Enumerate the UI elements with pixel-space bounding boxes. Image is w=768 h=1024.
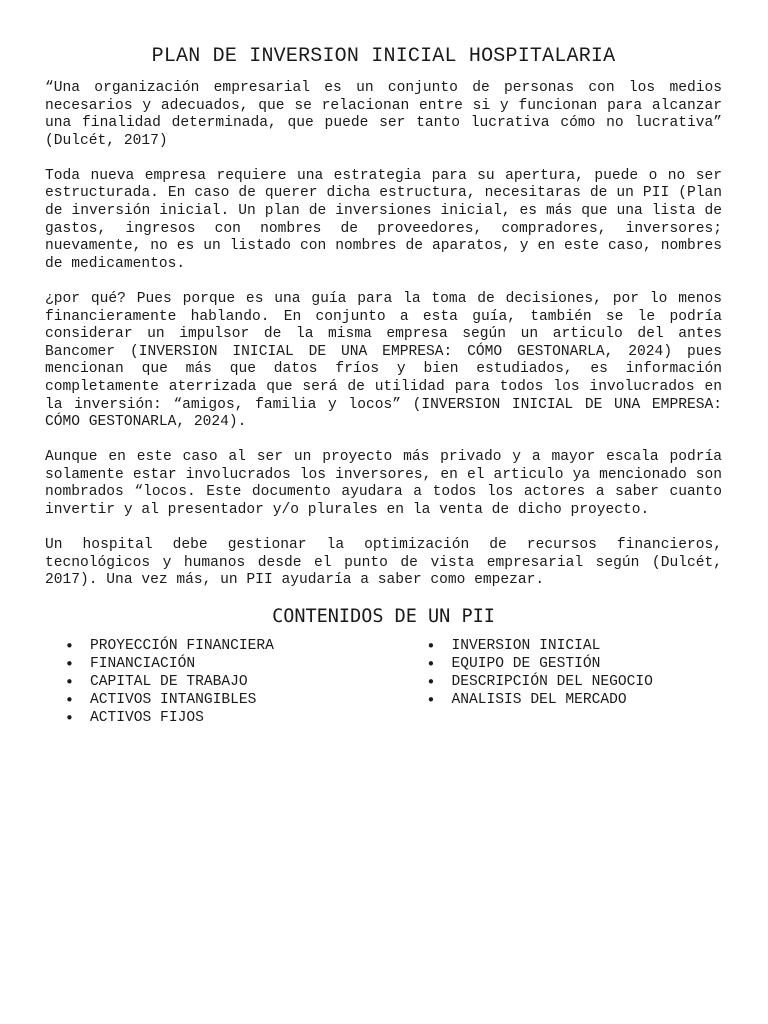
paragraph-strategy: Toda nueva empresa requiere una estrategia para su apertura, puede o no ser estructurada. En caso de querer dicha estructura, necesitaras de un PII (Plan de inversión inicial. Un plan de inversiones inicial, es más que una lista de gastos, ingresos con nombres de proveedores, compradores, inversores; nuevamente, no es un listado con nombres de aparatos, y en este caso, nombres de medicamentos. [45, 167, 722, 272]
list-item-label: EQUIPO DE GESTIÓN [451, 656, 601, 673]
list-item-label: ANALISIS DEL MERCADO [451, 692, 627, 709]
paragraph-hospital: Un hospital debe gestionar la optimización de recursos financieros, tecnológicos y humanos desde el punto de vista empresarial según (Dulcét, 2017). Una vez más, un PII ayudaría a saber como empezar. [45, 537, 722, 589]
bullet-icon: • [426, 673, 436, 692]
contents-columns [45, 638, 722, 728]
list-item-label: INVERSION INICIAL [451, 638, 601, 655]
bullet-icon: • [426, 655, 436, 674]
document-title: PLAN DE INVERSION INICIAL HOSPITALARIA [151, 45, 616, 68]
list-item [45, 638, 384, 656]
list-item [384, 638, 723, 656]
section-subtitle: CONTENIDOS DE UN PII [272, 606, 495, 628]
contents-right-column [384, 638, 723, 728]
list-item [45, 692, 384, 710]
list-item [384, 692, 723, 710]
paragraph-quote: “Una organización empresarial es un conjunto de personas con los medios necesarios y adecuados, que se relacionan entre si y funcionan para alcanzar una finalidad determinada, que puede ser tanto lucrativa cómo no lucrativa” (Dulcét, 2017) [45, 80, 722, 149]
contents-left-column [45, 638, 384, 728]
bullet-icon: • [65, 655, 74, 674]
bullet-icon: • [426, 691, 436, 710]
bullet-icon: • [65, 691, 74, 710]
list-item-label: CAPITAL DE TRABAJO [90, 674, 248, 691]
list-item [384, 674, 723, 692]
paragraph-why: ¿por qué? Pues porque es una guía para la toma de decisiones, por lo menos financieramente hablando. En conjunto a esta guía, también se le podría considerar un impulsor de la misma empresa según un articulo del antes Bancomer (INVERSION INICIAL DE UNA EMPRESA: CÓMO GESTONARLA, 2024) pues mencionan que más que datos fríos y bien estudiados, es información completamente aterrizada que será de utilidad para todos los involucrados en la inversión: “amigos, familia y locos” (INVERSION INICIAL DE UNA EMPRESA: CÓMO GESTONARLA, 2024). [45, 290, 722, 431]
list-item-label: ACTIVOS FIJOS [90, 709, 204, 726]
list-item-label: DESCRIPCIÓN DEL NEGOCIO [451, 674, 653, 691]
contents-list-left [45, 638, 384, 728]
list-item-label: ACTIVOS INTANGIBLES [90, 692, 257, 709]
list-item-label: PROYECCIÓN FINANCIERA [90, 638, 274, 655]
list-item-label: FINANCIACIÓN [90, 656, 196, 673]
bullet-icon: • [65, 708, 74, 727]
paragraph-private-project: Aunque en este caso al ser un proyecto más privado y a mayor escala podría solamente estar involucrados los inversores, en el articulo ya mencionado son nombrados “locos. Este documento ayudara a todos los actores a saber cuanto invertir y al presentador y/o plurales en la venta de dicho proyecto. [45, 449, 722, 518]
list-item [384, 656, 723, 674]
list-item [45, 674, 384, 692]
bullet-icon: • [65, 637, 74, 656]
list-item [45, 656, 384, 674]
bullet-icon: • [426, 637, 436, 656]
document-page [45, 46, 722, 728]
bullet-icon: • [65, 673, 74, 692]
list-item [45, 710, 384, 728]
contents-list-right [384, 638, 723, 710]
